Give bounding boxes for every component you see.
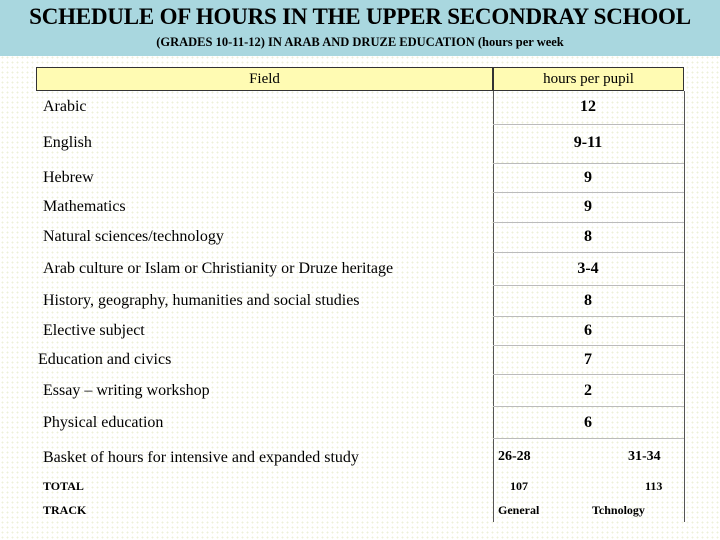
column-header-hours: hours per pupil <box>493 67 684 91</box>
page-subtitle: (GRADES 10-11-12) IN ARAB AND DRUZE EDUCATION (hours per week <box>156 35 564 49</box>
hours-elective: 6 <box>584 322 592 339</box>
field-arabic: Arabic <box>43 98 87 115</box>
row-divider <box>493 252 684 253</box>
hours-natural-sciences: 8 <box>584 228 592 245</box>
page-title: SCHEDULE OF HOURS IN THE UPPER SECONDRAY SCHOOL <box>29 4 691 29</box>
hours-essay: 2 <box>584 382 592 399</box>
field-total: TOTAL <box>43 479 84 493</box>
hours-history-geography: 8 <box>584 292 592 309</box>
track-technology: Tchnology <box>592 503 645 517</box>
row-divider <box>493 124 684 125</box>
field-arab-culture: Arab culture or Islam or Christianity or Druze heritage <box>43 260 394 277</box>
basket-general: 26-28 <box>498 449 531 464</box>
hours-mathematics: 9 <box>584 198 592 215</box>
row-divider <box>493 163 684 164</box>
hours-physical-education: 6 <box>584 414 592 431</box>
column-header-field: Field <box>36 67 493 91</box>
row-divider <box>493 222 684 223</box>
hours-arab-culture: 3-4 <box>577 260 599 277</box>
hours-civics: 7 <box>584 351 592 368</box>
row-divider <box>493 192 684 193</box>
field-physical-education: Physical education <box>43 414 164 431</box>
row-divider <box>493 374 684 375</box>
hours-english: 9-11 <box>573 134 603 151</box>
track-general: General <box>498 503 540 517</box>
field-essay: Essay – writing workshop <box>43 382 210 399</box>
column-divider <box>493 91 494 522</box>
row-divider <box>493 316 684 317</box>
field-english: English <box>43 134 92 151</box>
hours-hebrew: 9 <box>584 169 592 186</box>
hours-arabic: 12 <box>580 98 596 115</box>
field-mathematics: Mathematics <box>43 198 126 215</box>
field-elective: Elective subject <box>43 322 145 339</box>
field-history-geography: History, geography, humanities and social studies <box>43 292 360 309</box>
field-civics: Education and civics <box>38 351 172 368</box>
field-basket: Basket of hours for intensive and expanded study <box>43 449 359 466</box>
table-right-border <box>684 91 685 522</box>
title-banner <box>0 0 720 56</box>
total-technology: 113 <box>645 479 663 493</box>
field-hebrew: Hebrew <box>43 169 94 186</box>
row-divider <box>493 406 684 407</box>
row-divider <box>493 285 684 286</box>
total-general: 107 <box>510 479 528 493</box>
field-natural-sciences: Natural sciences/technology <box>43 228 224 245</box>
field-track: TRACK <box>43 503 87 517</box>
row-divider <box>493 438 684 439</box>
basket-technology: 31-34 <box>628 449 661 464</box>
row-divider <box>493 345 684 346</box>
